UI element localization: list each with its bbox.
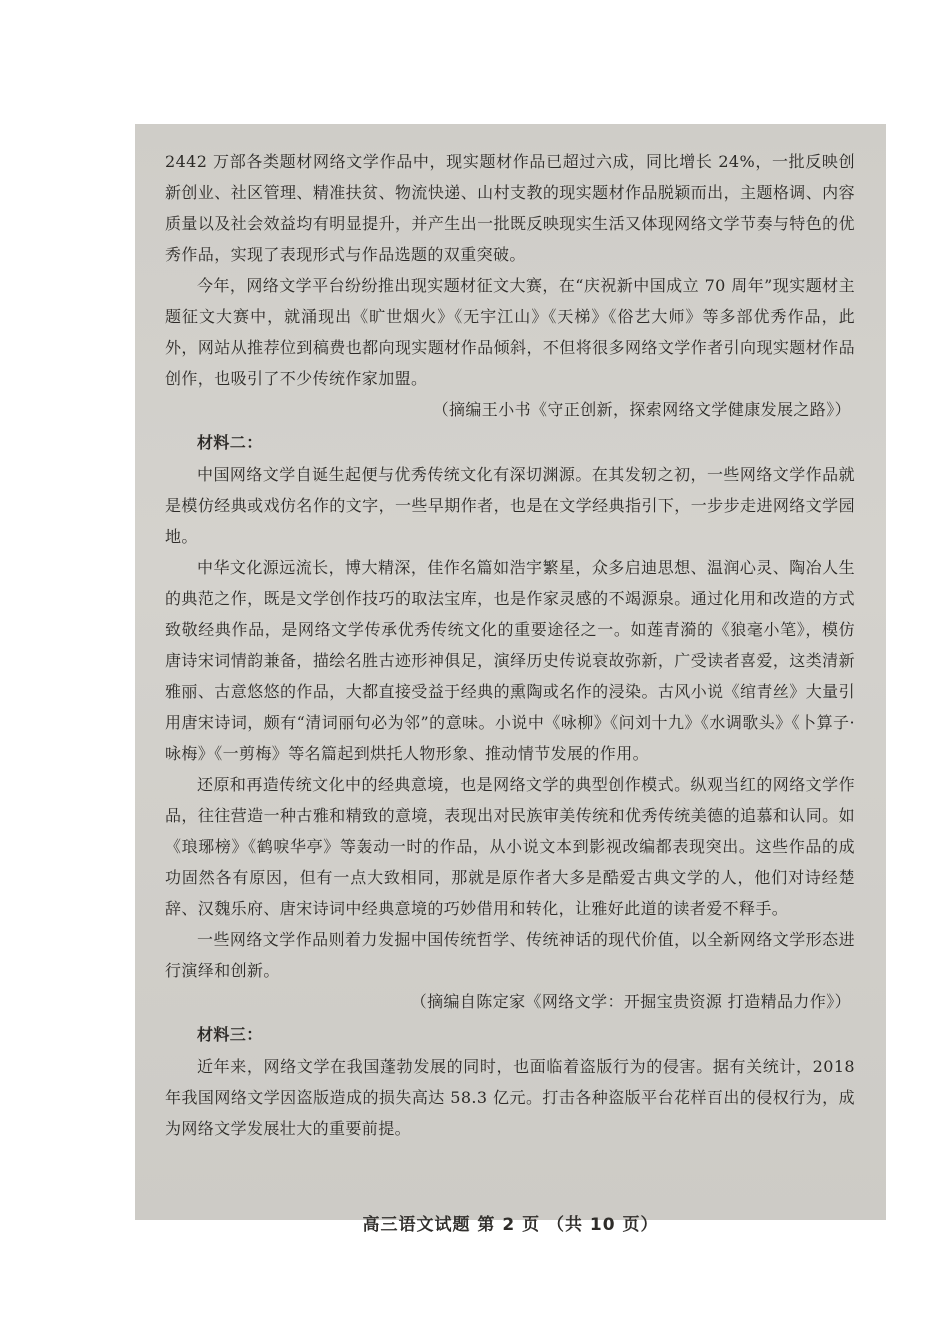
- paragraph: 今年，网络文学平台纷纷推出现实题材征文大赛，在“庆祝新中国成立 70 周年”现实题材主题征文大赛中，就涌现出《旷世烟火》《无宇江山》《天梯》《俗艺大师》等多部优秀作品，此外，网站从推荐位到稿费也都向现实题材作品倾斜，不但将很多网络文学作者引向现实题材作品创作，也吸引了不少传统作家加盟。: [165, 276, 855, 388]
- section-heading-material-2: 材料二：: [197, 433, 263, 452]
- paragraph: 中华文化源远流长，博大精深，佳作名篇如浩宇繁星，众多启迪思想、温润心灵、陶冶人生的典范之作，既是文学创作技巧的取法宝库，也是作家灵感的不竭源泉。通过化用和改造的方式致敬经典作品，是网络文学传承优秀传统文化的重要途径之一。如莲青漪的《狼毫小笔》，模仿唐诗宋词情韵兼备，描绘名胜古迹形神俱足，演绎历史传说衰故弥新，广受读者喜爱，这类清新雅丽、古意悠悠的作品，大都直接受益于经典的熏陶或名作的浸染。古风小说《绾青丝》大量引用唐宋诗词，颇有“清词丽句必为邻”的意味。小说中《咏柳》《问刘十九》《水调歌头》《卜算子·咏梅》《一剪梅》等名篇起到烘托人物形象、推动情节发展的作用。: [165, 558, 855, 763]
- source-citation: （摘编王小书《守正创新，探索网络文学健康发展之路》）: [432, 400, 851, 419]
- paragraph: 近年来，网络文学在我国蓬勃发展的同时，也面临着盗版行为的侵害。据有关统计，2018 年我国网络文学因盗版造成的损失高达 58.3 亿元。打击各种盗版平台花样百出的侵权行为，成为网络文学发展壮大的重要前提。: [165, 1057, 855, 1138]
- page-body: [165, 146, 855, 1144]
- section-heading-material-3: 材料三：: [197, 1025, 263, 1044]
- paragraph: 还原和再造传统文化中的经典意境，也是网络文学的典型创作模式。纵观当红的网络文学作品，往往营造一种古雅和精致的意境，表现出对民族审美传统和优秀传统美德的追慕和认同。如《琅琊榜》《鹤唳华亭》等轰动一时的作品，从小说文本到影视改编都表现突出。这些作品的成功固然各有原因，但有一点大致相同，那就是原作者大多是酷爱古典文学的人，他们对诗经楚辞、汉魏乐府、唐宋诗词中经典意境的巧妙借用和转化，让雅好此道的读者爱不释手。: [165, 775, 855, 918]
- source-citation: （摘编自陈定家《网络文学：开掘宝贵资源 打造精品力作》）: [410, 992, 851, 1011]
- paragraph: 中国网络文学自诞生起便与优秀传统文化有深切渊源。在其发轫之初，一些网络文学作品就是模仿经典或戏仿名作的文字，一些早期作者，也是在文学经典指引下，一步步走进网络文学园地。: [165, 465, 855, 546]
- paragraph: 一些网络文学作品则着力发掘中国传统哲学、传统神话的现代价值，以全新网络文学形态进行演绎和创新。: [165, 930, 855, 980]
- paragraph: 2442 万部各类题材网络文学作品中，现实题材作品已超过六成，同比增长 24%，一批反映创新创业、社区管理、精准扶贫、物流快递、山村支教的现实题材作品脱颖而出，主题格调、内容质量以及社会效益均有明显提升，并产生出一批既反映现实生活又体现网络文学节奏与特色的优秀作品，实现了表现形式与作品选题的双重突破。: [165, 152, 855, 264]
- page-footer: 高三语文试题 第 2 页 （共 10 页）: [362, 1215, 659, 1235]
- exam-page-photo: [135, 124, 886, 1235]
